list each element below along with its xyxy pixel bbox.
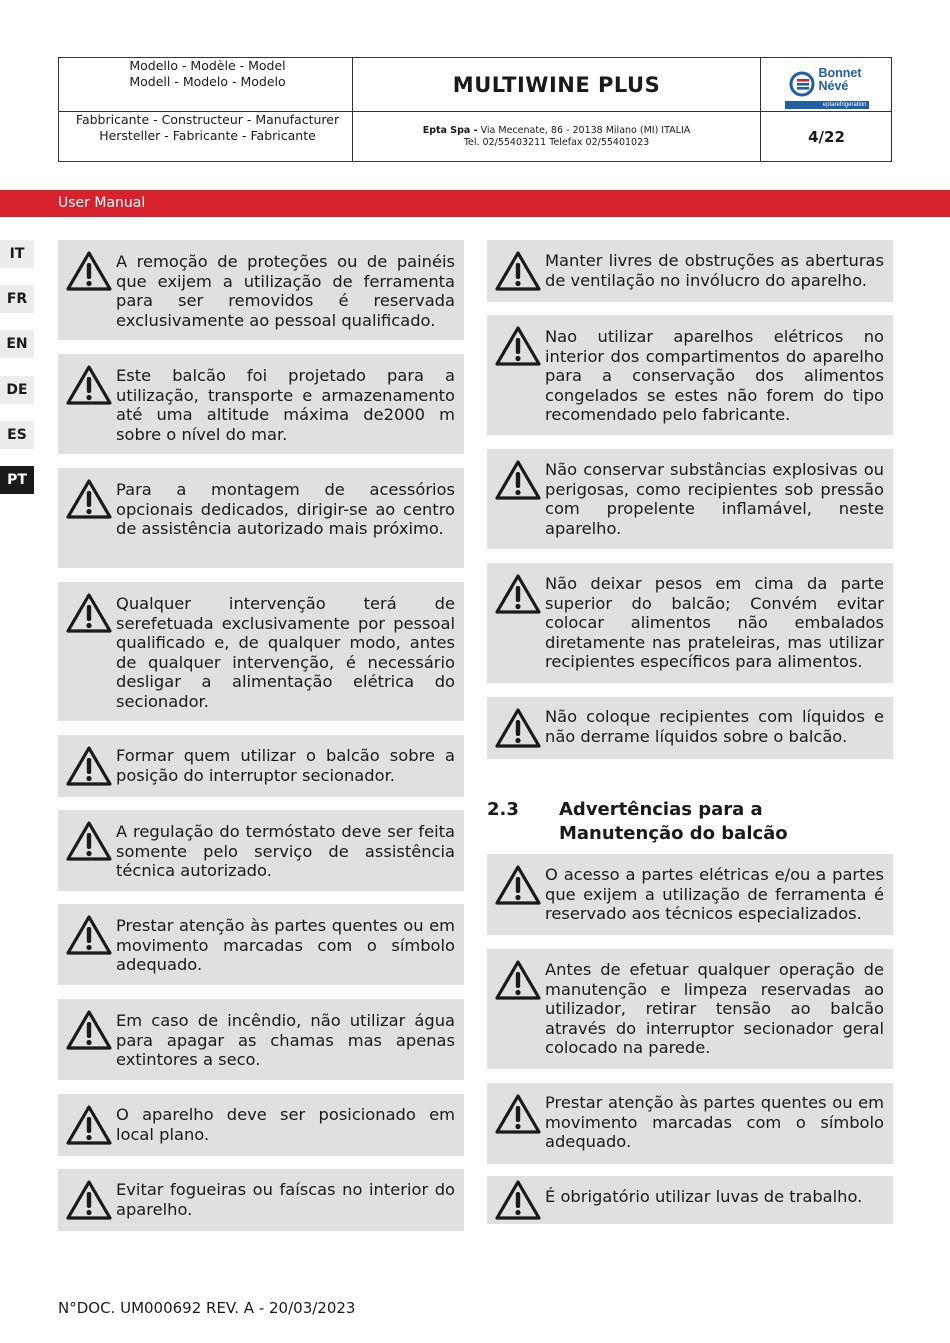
logo-tagline: eptarefrigeration: [785, 101, 869, 109]
lang-tab-it[interactable]: IT: [0, 240, 34, 268]
warning-box: [58, 999, 464, 1080]
lang-tab-de[interactable]: DE: [0, 376, 34, 404]
warning-text: Manter livres de obstruções as aberturas de ventilação no invólucro do aparelho.: [545, 251, 884, 290]
warning-box: [487, 563, 893, 683]
page-number: 4/22: [808, 127, 845, 146]
warning-box: [487, 949, 893, 1069]
warning-box: [58, 354, 464, 454]
address-line1: [423, 125, 691, 137]
warning-text: O aparelho deve ser posicionado em local plano.: [116, 1105, 455, 1144]
warning-triangle-icon: [66, 1104, 112, 1146]
logo-text: [819, 67, 862, 93]
warning-box: [58, 1094, 464, 1156]
manufacturer-address: [353, 112, 761, 161]
warning-box: [487, 449, 893, 549]
warning-triangle-icon: [66, 914, 112, 956]
warning-triangle-icon: [495, 959, 541, 1001]
warning-triangle-icon: [66, 592, 112, 634]
warning-box: [487, 697, 893, 759]
warning-box: [487, 315, 893, 435]
warning-triangle-icon: [495, 325, 541, 367]
section-number: 2.3: [487, 799, 519, 820]
warning-triangle-icon: [495, 459, 541, 501]
warning-box: [58, 735, 464, 797]
lang-tab-pt[interactable]: PT: [0, 466, 34, 494]
company-name: Epta Spa -: [422, 124, 478, 136]
warning-text: A regulação do termóstato deve ser feita somente pelo serviço de assistência técnica autorizado.: [116, 822, 455, 880]
warning-text: É obrigatório utilizar luvas de trabalho.: [545, 1187, 863, 1206]
band-label: User Manual: [58, 195, 146, 211]
section-title: Advertências para a Manutenção do balcão: [559, 799, 788, 844]
warning-box: [487, 1083, 893, 1164]
brand-logo: [761, 58, 892, 112]
warning-triangle-icon: [495, 250, 541, 292]
warning-text: Este balcão foi projetado para a utilização, transporte e armazenamento até uma altitude máxima de2000 m sobre o nível do mar.: [116, 366, 455, 444]
document-header: [58, 57, 892, 162]
manufacturer-label-line2: Hersteller - Fabricante - Fabricante: [99, 128, 316, 143]
warning-triangle-icon: [66, 250, 112, 292]
warning-box: [487, 854, 893, 935]
warning-text: Para a montagem de acessórios opcionais dedicados, dirigir-se ao centro de assistência autorizado mais próximo.: [116, 480, 455, 538]
lang-tab-fr[interactable]: FR: [0, 285, 34, 313]
warning-text: Evitar fogueiras ou faíscas no interior do aparelho.: [116, 1180, 455, 1219]
warning-box: [58, 1169, 464, 1231]
warning-triangle-icon: [495, 864, 541, 906]
lang-tab-es[interactable]: ES: [0, 421, 34, 449]
model-label-line1: Modello - Modèle - Model: [129, 58, 286, 73]
warning-text: Não deixar pesos em cima da parte superior do balcão; Convém evitar colocar alimentos não embalados diretamente nas prateleiras, mas utilizar recipientes específicos para alimentos.: [545, 574, 884, 671]
manufacturer-label-line1: Fabbricante - Constructeur - Manufacturer: [75, 112, 340, 127]
lang-tab-en[interactable]: EN: [0, 330, 34, 358]
warning-text: Antes de efetuar qualquer operação de manutenção e limpeza reservadas ao utilizador, retirar tensão ao balcão através do interruptor secionador geral colocado na parede.: [545, 960, 884, 1057]
warning-box: [58, 904, 464, 985]
warning-triangle-icon: [66, 1179, 112, 1221]
warning-triangle-icon: [495, 573, 541, 615]
model-label: [59, 58, 353, 112]
model-label-line2: Modell - Modelo - Modelo: [129, 74, 286, 89]
warning-triangle-icon: [66, 478, 112, 520]
warning-box: [487, 1176, 893, 1224]
warning-text: Prestar atenção às partes quentes ou em movimento marcadas com o símbolo adequado.: [545, 1093, 884, 1151]
manufacturer-label: [59, 112, 353, 161]
company-phone: Tel. 02/55403211 Telefax 02/55401023: [463, 136, 650, 148]
warning-text: O acesso a partes elétricas e/ou a partes que exijem a utilização de ferramenta é reservado aos técnicos especializados.: [545, 865, 884, 923]
warning-box: [58, 240, 464, 340]
warning-triangle-icon: [66, 364, 112, 406]
logo-line2: Névé: [818, 78, 849, 93]
warning-text: A remoção de proteções ou de painéis que exijem a utilização de ferramenta para ser removidos é reservada exclusivamente ao pessoal qualificado.: [116, 252, 455, 330]
model-name: MULTIWINE PLUS: [353, 58, 761, 112]
warning-text: Não coloque recipientes com líquidos e não derrame líquidos sobre o balcão.: [545, 707, 884, 746]
logo-line1: Bonnet: [818, 65, 862, 80]
warning-text: Formar quem utilizar o balcão sobre a posição do interruptor secionador.: [116, 746, 455, 785]
warning-text: Qualquer intervenção terá de serefetuada exclusivamente por pessoal qualificado e, de qualquer modo, antes de qualquer intervenção, é necessário desligar a alimentação elétrica do secionador.: [116, 594, 455, 711]
warning-triangle-icon: [66, 820, 112, 862]
document-reference: N°DOC. UM000692 REV. A - 20/03/2023: [58, 1299, 356, 1317]
warning-triangle-icon: [495, 1179, 541, 1221]
warning-text: Nao utilizar aparelhos elétricos no interior dos compartimentos do aparelho para a conservação dos alimentos congelados se estes não forem do tipo recomendado pelo fabricante.: [545, 327, 884, 424]
warning-box: [58, 810, 464, 891]
warning-triangle-icon: [495, 1093, 541, 1135]
warning-text: Não conservar substâncias explosivas ou perigosas, como recipientes sob pressão com propelente inflamável, neste aparelho.: [545, 460, 884, 538]
warning-box: [487, 240, 893, 302]
warning-text: Em caso de incêndio, não utilizar água para apagar as chamas mas apenas extintores a seco.: [116, 1011, 455, 1069]
warning-text: Prestar atenção às partes quentes ou em movimento marcadas com o símbolo adequado.: [116, 916, 455, 974]
logo-emblem-icon: [787, 69, 817, 99]
company-address: Via Mecenate, 86 - 20138 Milano (MI) ITALIA: [477, 124, 691, 136]
warning-triangle-icon: [495, 707, 541, 749]
warning-box: [58, 468, 464, 568]
warning-triangle-icon: [66, 1009, 112, 1051]
warning-box: [58, 582, 464, 721]
warning-triangle-icon: [66, 745, 112, 787]
section-band: [0, 190, 950, 217]
